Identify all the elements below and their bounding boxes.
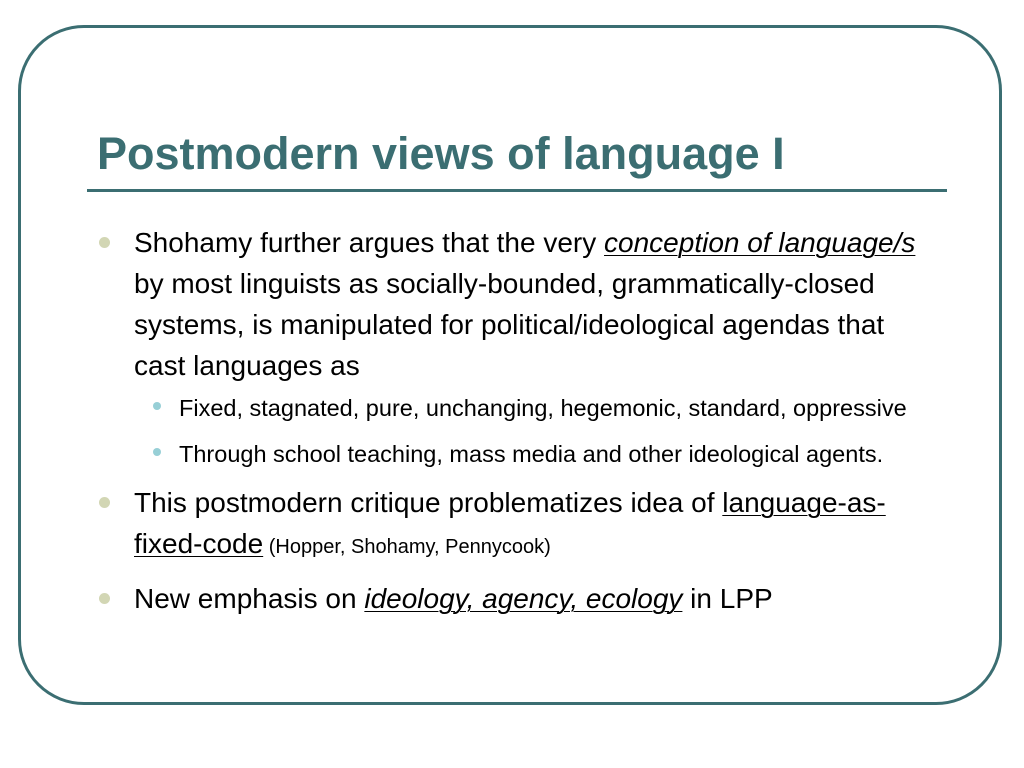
bullet-point-critique xyxy=(96,482,936,568)
point-text: Shohamy further argues that the very xyxy=(134,227,605,258)
underlined-term: language-as-fixed-code xyxy=(134,487,886,559)
emphasized-text: ideology, agency, ecology xyxy=(364,583,683,614)
slide-title: Postmodern views of language I xyxy=(97,128,785,179)
sub-bullet-dot-icon xyxy=(153,448,161,456)
bullet-dot-icon xyxy=(99,237,110,248)
bullet-point-emphasis xyxy=(96,578,936,619)
point-text-continued: by most linguists as socially-bounded, grammatically-closed systems, is manipulated for political/ideological agendas that cast languages as xyxy=(134,268,885,381)
bullet-list xyxy=(96,222,936,629)
sub-bullet-point xyxy=(134,390,936,426)
emphasized-text: conception of language/s xyxy=(604,227,916,258)
point-text-continued: in LPP xyxy=(682,583,773,614)
bullet-point-shohamy xyxy=(96,222,936,472)
title-underline-rule xyxy=(87,189,947,192)
sub-bullet-list xyxy=(134,390,936,472)
point-text: This postmodern critique problematizes idea of xyxy=(134,487,723,518)
bullet-dot-icon xyxy=(99,497,110,508)
sub-bullet-dot-icon xyxy=(153,402,161,410)
sub-bullet-point xyxy=(134,436,936,472)
point-text: New emphasis on xyxy=(134,583,365,614)
sub-point-text: Fixed, stagnated, pure, unchanging, hegemonic, standard, oppressive xyxy=(179,395,907,421)
sub-point-text: Through school teaching, mass media and other ideological agents. xyxy=(179,441,884,467)
citation-text: (Hopper, Shohamy, Pennycook) xyxy=(263,536,551,558)
bullet-dot-icon xyxy=(99,593,110,604)
